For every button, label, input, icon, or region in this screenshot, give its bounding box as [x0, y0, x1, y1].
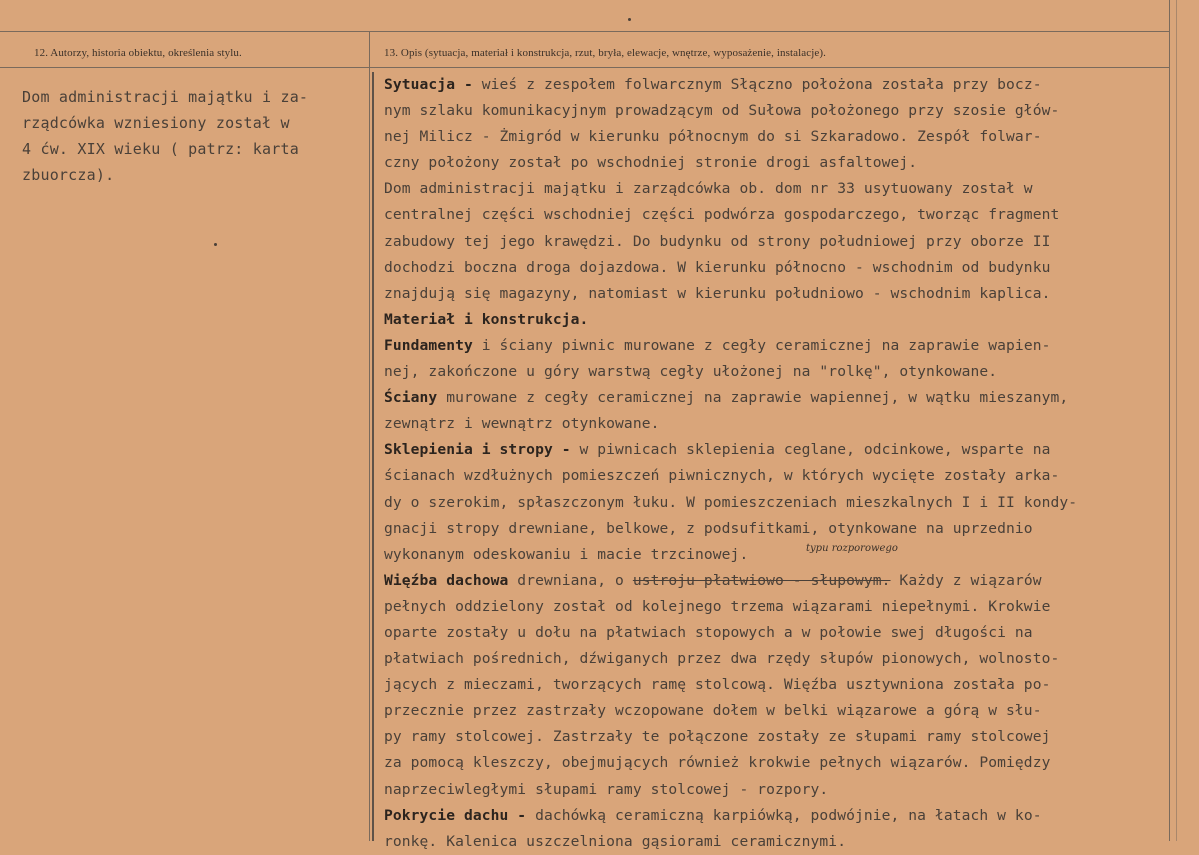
desc-line: Pokrycie dachu - dachówką ceramiczną karpiówką, podwójnie, na łatach w ko-	[384, 806, 1042, 824]
desc-line: dy o szerokim, spłaszczonym łuku. W pomieszczeniach mieszkalnych I i II kondy-	[384, 493, 1078, 511]
desc-line: nej Milicz - Żmigród w kierunku północnym do si Szkaradowo. Zespół folwar-	[384, 128, 1042, 146]
desc-line: Więźba dachowa drewniana, o ustroju płatwiowo - słupowym. Każdy z wiązarów	[384, 571, 1042, 589]
description-text	[384, 72, 1174, 855]
desc-line: za pomocą kleszczy, obejmujących również krokwie pełnych wiązarów. Pomiędzy	[384, 754, 1051, 772]
desc-line: gnacji stropy drewniane, belkowe, z podsufitkami, otynkowane na uprzednio	[384, 519, 1033, 537]
desc-line: wykonanym odeskowaniu i macie trzcinowej.	[384, 545, 749, 563]
heading-sciany: Ściany	[384, 389, 438, 407]
desc-line: dochodzi boczna droga dojazdowa. W kierunku północno - wschodnim od budynku	[384, 258, 1051, 276]
left-header: 12. Autorzy, historia obiektu, określenia stylu.	[34, 47, 242, 59]
header-rule	[0, 67, 1170, 68]
inner-right-border	[1176, 0, 1177, 841]
desc-line: Fundamenty i ściany piwnic murowane z cegły ceramicznej na zaprawie wapien-	[384, 336, 1051, 354]
desc-line	[384, 307, 1174, 333]
history-line: Dom administracji majątku i za-	[22, 88, 309, 106]
heading-pokrycie: Pokrycie dachu -	[384, 806, 527, 824]
history-line: rządcówka wzniesiony został w	[22, 114, 290, 132]
struck-text: ustroju płatwiowo - słupowym.	[632, 571, 891, 589]
desc-line: py ramy stolcowej. Zastrzały te połączone zostały ze słupami ramy stolcowej	[384, 728, 1051, 746]
desc-line: pełnych oddzielony został od kolejnego trzema wiązarami niepełnymi. Krokwie	[384, 597, 1051, 615]
desc-line: Sytuacja - wieś z zespołem folwarcznym Słączno położona została przy bocz-	[384, 76, 1042, 93]
desc-line: Sklepienia i stropy - w piwnicach sklepienia ceglane, odcinkowe, wsparte na	[384, 441, 1051, 459]
desc-line: nej, zakończone u góry warstwą cegły ułożonej na "rolkę", otynkowane.	[384, 363, 998, 381]
margin-rule	[372, 72, 374, 841]
ink-dot	[214, 243, 217, 246]
punch-mark	[628, 18, 631, 21]
desc-line: zabudowy tej jego krawędzi. Do budynku od strony południowej przy oborze II	[384, 232, 1051, 250]
desc-line: Ściany murowane z cegły ceramicznej na zaprawie wapiennej, w wątku mieszanym,	[384, 389, 1069, 407]
desc-line: oparte zostały u dołu na płatwiach stopowych a w połowie swej długości na	[384, 623, 1033, 641]
desc-line: ronkę. Kalenica uszczelniona gąsiorami ceramicznymi.	[384, 832, 847, 850]
heading-sklepienia: Sklepienia i stropy -	[384, 441, 571, 459]
history-text	[22, 84, 342, 188]
desc-line: ścianach wzdłużnych pomieszczeń piwnicznych, w których wycięte zostały arka-	[384, 467, 1060, 485]
desc-line: jących z mieczami, tworzących ramę stolcową. Więźba usztywniona została po-	[384, 676, 1051, 694]
desc-line: czny położony został po wschodniej stronie drogi asfaltowej.	[384, 154, 918, 172]
desc-line: znajdują się magazyny, natomiast w kierunku południowo - wschodnim kaplica.	[384, 284, 1051, 302]
column-divider	[369, 31, 370, 841]
right-header: 13. Opis (sytuacja, materiał i konstrukcja, rzut, bryła, elewacje, wnętrze, wyposażenie, instalacje).	[384, 47, 826, 59]
desc-line: przecznie przez zastrzały wczopowane dołem w belki wiązarowe a górą w słu-	[384, 702, 1042, 720]
handwritten-correction: typu rozporowego	[806, 543, 898, 554]
heading-sytuacja: Sytuacja -	[384, 76, 473, 93]
desc-line: płatwiach pośrednich, dźwiganych przez dwa rzędy słupów pionowych, wolnosto-	[384, 650, 1060, 668]
desc-line: naprzeciwległymi słupami ramy stolcowej - rozpory.	[384, 780, 829, 798]
heading-material: Materiał i konstrukcja.	[384, 310, 589, 328]
history-line: 4 ćw. XIX wieku ( patrz: karta	[22, 140, 299, 158]
desc-line: nym szlaku komunikacyjnym prowadzącym od Sułowa położonego przy szosie głów-	[384, 102, 1060, 120]
heading-wiezba: Więźba dachowa	[384, 571, 509, 589]
desc-line: Dom administracji majątku i zarządcówka ob. dom nr 33 usytuowany został w	[384, 180, 1033, 198]
desc-line: zewnątrz i wewnątrz otynkowane.	[384, 415, 660, 433]
heading-fundamenty: Fundamenty	[384, 336, 473, 354]
history-line: zbuorcza).	[22, 166, 115, 184]
top-border	[0, 31, 1170, 32]
desc-line: centralnej części wschodniej części podwórza gospodarczego, tworząc fragment	[384, 206, 1060, 224]
